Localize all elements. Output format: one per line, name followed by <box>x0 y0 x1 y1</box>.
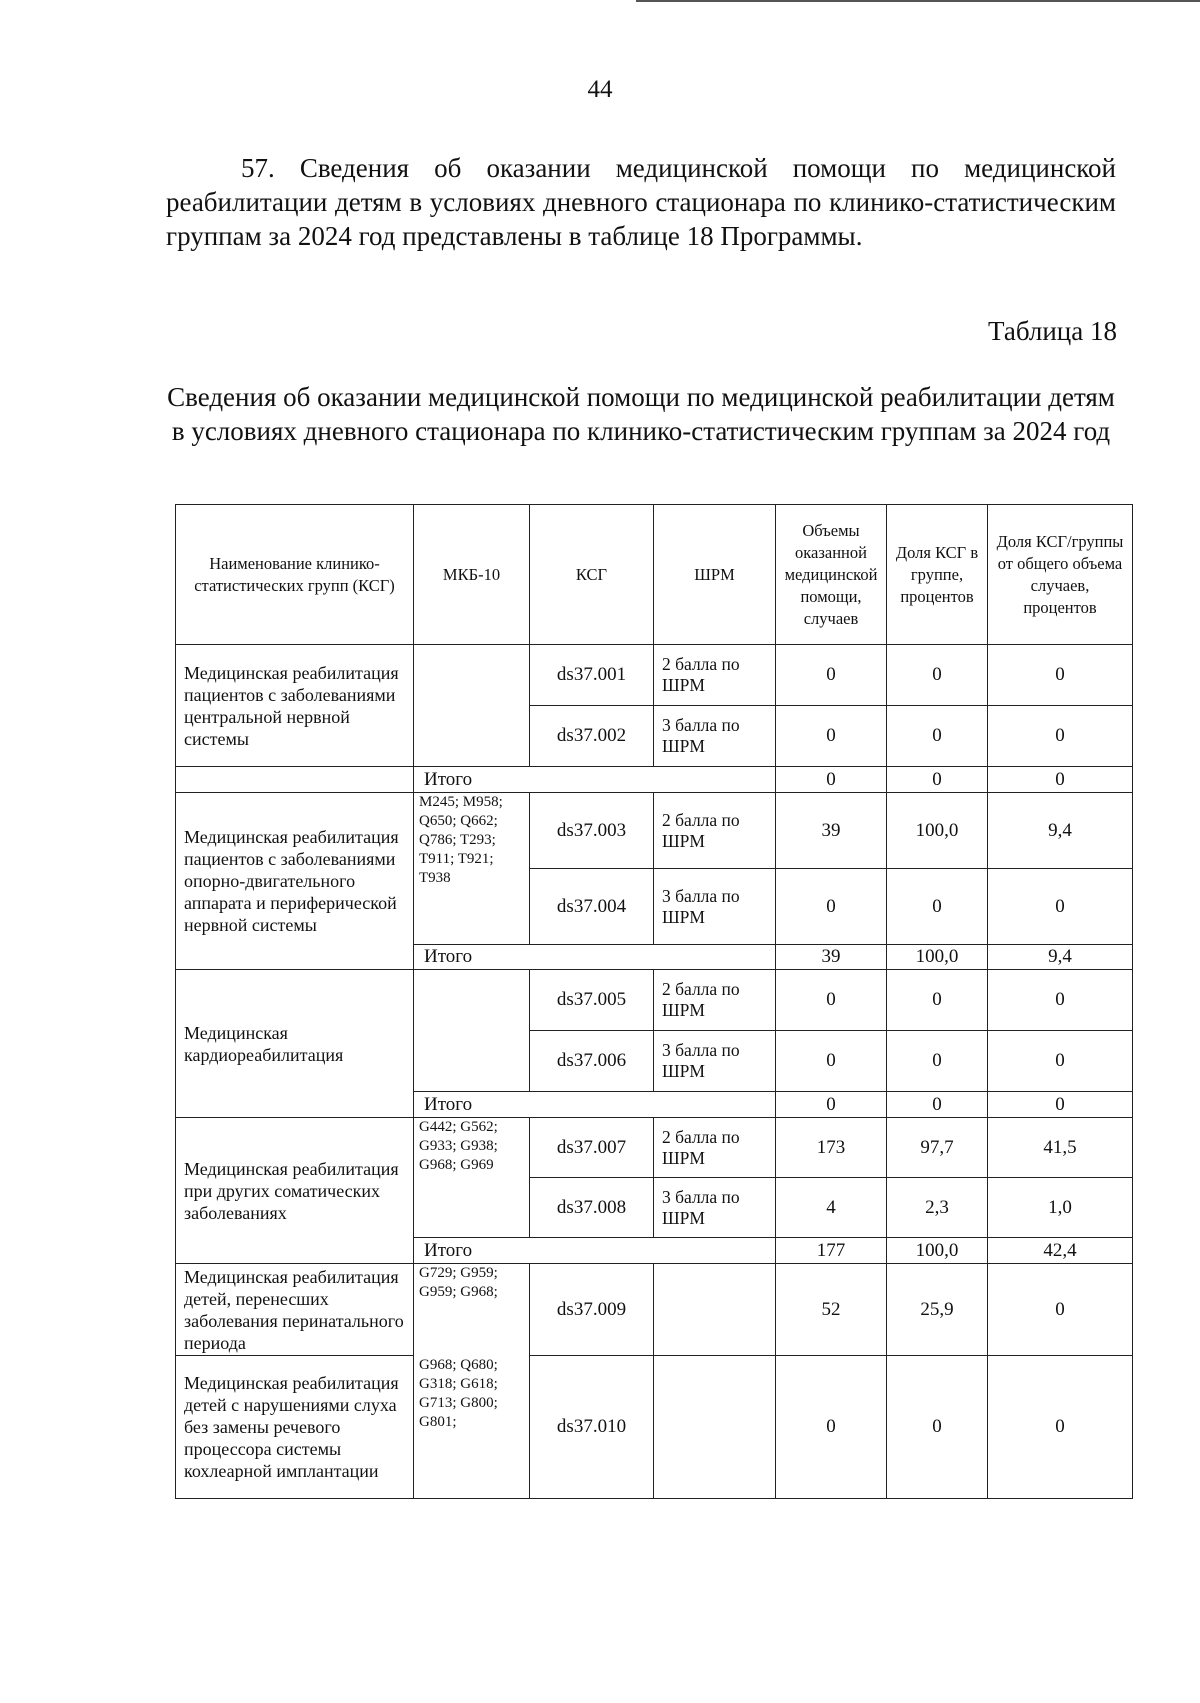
ksg-code: ds37.005 <box>530 970 654 1031</box>
table-label: Таблица 18 <box>988 316 1117 346</box>
shrm-value: 2 балла по ШРМ <box>654 1118 776 1178</box>
table-row <box>176 970 1133 1031</box>
table-row <box>176 793 1133 869</box>
share-total-value: 0 <box>988 645 1133 706</box>
ksg-code: ds37.007 <box>530 1118 654 1178</box>
share-group-value: 97,7 <box>887 1118 988 1178</box>
share-total-value: 0 <box>988 869 1133 945</box>
share-total-value: 0 <box>988 706 1133 767</box>
ksg-code: ds37.003 <box>530 793 654 869</box>
header-volume: Объемы оказанной медицинской помощи, случаев <box>776 505 887 645</box>
share-group-value: 0 <box>887 1031 988 1092</box>
volume-value: 0 <box>776 869 887 945</box>
header-group: Наименование клинико-статистических групп (КСГ) <box>176 505 414 645</box>
mkb-codes: G729; G959; G959; G968; <box>414 1264 530 1356</box>
volume-value: 173 <box>776 1118 887 1178</box>
share-total-value: 0 <box>988 1356 1133 1499</box>
total-volume: 39 <box>776 945 887 970</box>
share-total-value: 0 <box>988 970 1133 1031</box>
group-name: Медицинская реабилитация детей, перенесших заболевания перинатального периода <box>176 1264 414 1356</box>
total-share-group: 0 <box>887 1092 988 1118</box>
group-name: Медицинская реабилитация детей с нарушениями слуха без замены речевого процессора системы кохлеарной имплантации <box>176 1356 414 1499</box>
share-total-value: 41,5 <box>988 1118 1133 1178</box>
table-header-row <box>176 505 1133 645</box>
mkb-codes: M245; M958; Q650; Q662; Q786; T293; T911; T921; T938 <box>414 793 530 945</box>
volume-value: 52 <box>776 1264 887 1356</box>
shrm-value: 2 балла по ШРМ <box>654 793 776 869</box>
table-row <box>176 645 1133 706</box>
total-share-total: 0 <box>988 1092 1133 1118</box>
total-label: Итого <box>414 945 776 970</box>
total-label: Итого <box>414 1238 776 1264</box>
header-ksg: КСГ <box>530 505 654 645</box>
share-total-value: 1,0 <box>988 1178 1133 1238</box>
table-row <box>176 1356 1133 1499</box>
share-total-value: 0 <box>988 1031 1133 1092</box>
share-group-value: 0 <box>887 1356 988 1499</box>
total-volume: 177 <box>776 1238 887 1264</box>
shrm-value <box>654 1264 776 1356</box>
mkb-codes: G442; G562; G933; G938; G968; G969 <box>414 1118 530 1238</box>
shrm-value: 3 балла по ШРМ <box>654 706 776 767</box>
total-share-group: 100,0 <box>887 945 988 970</box>
header-share-total: Доля КСГ/группы от общего объема случаев, процентов <box>988 505 1133 645</box>
mkb-codes <box>414 645 530 767</box>
total-label: Итого <box>414 1092 776 1118</box>
group-name: Медицинская кардиореабилитация <box>176 970 414 1118</box>
shrm-value <box>654 1356 776 1499</box>
total-volume: 0 <box>776 767 887 793</box>
shrm-value: 3 балла по ШРМ <box>654 1031 776 1092</box>
total-share-group: 0 <box>887 767 988 793</box>
header-mkb: МКБ-10 <box>414 505 530 645</box>
volume-value: 0 <box>776 970 887 1031</box>
ksg-code: ds37.006 <box>530 1031 654 1092</box>
volume-value: 0 <box>776 645 887 706</box>
header-shrm: ШРМ <box>654 505 776 645</box>
total-volume: 0 <box>776 1092 887 1118</box>
shrm-value: 2 балла по ШРМ <box>654 645 776 706</box>
shrm-value: 3 балла по ШРМ <box>654 1178 776 1238</box>
group-name: Медицинская реабилитация при других соматических заболеваниях <box>176 1118 414 1264</box>
share-group-value: 0 <box>887 645 988 706</box>
intro-paragraph: 57. Сведения об оказании медицинской помощи по медицинской реабилитации детям в условиях дневного стационара по клинико-статистическим группам за 2024 год представлены в таблице 18 Программы. <box>166 153 1116 251</box>
total-row <box>176 767 1133 793</box>
table-row <box>176 1118 1133 1178</box>
volume-value: 0 <box>776 1356 887 1499</box>
ksg-code: ds37.008 <box>530 1178 654 1238</box>
volume-value: 0 <box>776 706 887 767</box>
share-total-value: 9,4 <box>988 793 1133 869</box>
table-row <box>176 1264 1133 1356</box>
share-group-value: 100,0 <box>887 793 988 869</box>
ksg-table <box>175 504 1133 1499</box>
shrm-value: 3 балла по ШРМ <box>654 869 776 945</box>
volume-value: 0 <box>776 1031 887 1092</box>
header-share-group: Доля КСГ в группе, процентов <box>887 505 988 645</box>
scan-edge-line <box>636 0 1200 2</box>
group-total-spacer <box>176 767 414 793</box>
total-share-total: 9,4 <box>988 945 1133 970</box>
share-group-value: 2,3 <box>887 1178 988 1238</box>
share-group-value: 25,9 <box>887 1264 988 1356</box>
ksg-code: ds37.009 <box>530 1264 654 1356</box>
share-total-value: 0 <box>988 1264 1133 1356</box>
page-number: 44 <box>587 76 613 103</box>
ksg-code: ds37.004 <box>530 869 654 945</box>
share-group-value: 0 <box>887 869 988 945</box>
mkb-codes: G968; Q680; G318; G618; G713; G800; G801; <box>414 1356 530 1499</box>
share-group-value: 0 <box>887 706 988 767</box>
shrm-value: 2 балла по ШРМ <box>654 970 776 1031</box>
ksg-code: ds37.001 <box>530 645 654 706</box>
share-group-value: 0 <box>887 970 988 1031</box>
volume-value: 39 <box>776 793 887 869</box>
group-name: Медицинская реабилитация пациентов с заболеваниями центральной нервной системы <box>176 645 414 767</box>
ksg-code: ds37.002 <box>530 706 654 767</box>
volume-value: 4 <box>776 1178 887 1238</box>
ksg-code: ds37.010 <box>530 1356 654 1499</box>
mkb-codes <box>414 970 530 1092</box>
total-share-total: 0 <box>988 767 1133 793</box>
total-share-group: 100,0 <box>887 1238 988 1264</box>
group-name: Медицинская реабилитация пациентов с заболеваниями опорно-двигательного аппарата и периферической нервной системы <box>176 793 414 970</box>
table-title: Сведения об оказании медицинской помощи по медицинской реабилитации детям в условиях дневного стационара по клинико-статистическим группам за 2024 год <box>167 382 1115 446</box>
total-share-total: 42,4 <box>988 1238 1133 1264</box>
total-label: Итого <box>414 767 776 793</box>
